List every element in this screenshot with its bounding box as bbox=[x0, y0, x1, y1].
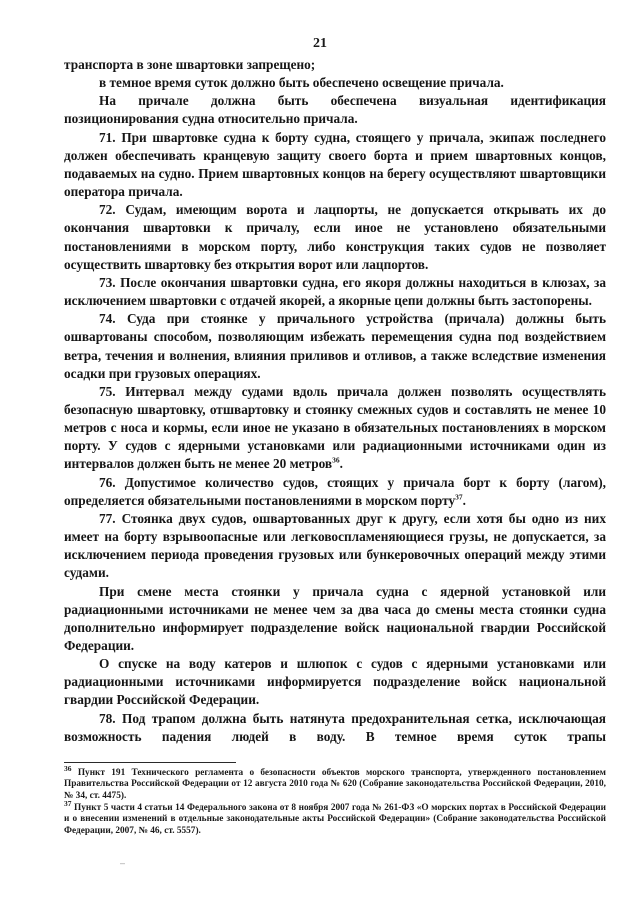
paragraph-text: 75. Интервал между судами вдоль причала должен позволять осуществлять безопасную швартовку, отшвартовку и стоянку смежных судов и составлять не менее 10 метров с носа и кормы, если иное не указано в обязательных постановлениях в морском порту. У судов с ядерными установками или радиационными источниками один из интервалов должен быть не менее 20 метров bbox=[64, 383, 606, 472]
paragraph-text: 73. После окончания швартовки судна, его якоря должны находиться в клюзах, за исключением швартовки с отдачей якорей, а якорные цепи должны быть застопорены. bbox=[64, 274, 606, 309]
paragraph bbox=[64, 583, 606, 656]
footnote-text: Пункт 5 части 4 статьи 14 Федерального закона от 8 ноября 2007 года № 261-ФЗ «О морских портах в Российской Федерации и о внесении изменений в отдельные законодательные акты Российской Федерации» (Собрание законодательства Российской Федерации, 2007, № 46, ст. 5557). bbox=[64, 802, 606, 836]
footnote-reference[interactable]: 36 bbox=[332, 456, 340, 466]
paragraph bbox=[64, 655, 606, 709]
paragraph bbox=[64, 74, 606, 92]
footnote-number: 36 bbox=[64, 763, 72, 773]
paragraph-text: 77. Стоянка двух судов, ошвартованных друг к другу, если хотя бы одно из них имеет на борту взрывоопасные или легковоспламеняющиеся грузы, не допускается, за исключением периода проведения грузовых или бункеровочных операций между этими судами. bbox=[64, 510, 606, 581]
paragraph-text: в темное время суток должно быть обеспечено освещение причала. bbox=[99, 75, 504, 91]
paragraph-text: 74. Суда при стоянке у причального устройства (причала) должны быть ошвартованы способом, позволяющим избежать перемещения судна под воздействием ветра, течения и волнения, влияния приливов и отливов, а также вследствие изменения осадки при грузовых операциях. bbox=[64, 311, 606, 381]
footnote-number: 37 bbox=[64, 798, 72, 808]
page-number: 21 bbox=[313, 36, 327, 51]
footnote bbox=[64, 798, 606, 837]
paragraph-text: О спуске на воду катеров и шлюпок с судов с ядерными установками или радиационными источниками информируется подразделение войск национальной гвардии Российской Федерации. bbox=[64, 656, 606, 708]
paragraph-text: 76. Допустимое количество судов, стоящих у причала борт к борту (лагом), определяется обязательными постановлениями в морском порту bbox=[64, 474, 606, 508]
paragraph-text: На причале должна быть обеспечена визуальная идентификация позиционирования судна относительно причала. bbox=[64, 93, 606, 127]
paragraph bbox=[64, 310, 606, 383]
body-text bbox=[64, 56, 606, 746]
paragraph-text: При смене места стоянки у причала судна с ядерной установкой или радиационными источниками не менее чем за два часа до смены места стоянки судна дополнительно информирует подразделение войск национальной гвардии Российской Федерации. bbox=[64, 583, 606, 653]
footnote-separator bbox=[64, 762, 236, 763]
paragraph bbox=[64, 56, 606, 74]
paragraph bbox=[64, 201, 606, 274]
paragraph: 76. Допустимое количество судов, стоящих у причала борт к борту (лагом), определяется обязательными постановлениями в морском порту$^{37}$. bbox=[64, 474, 606, 508]
footnote-reference[interactable]: 37 bbox=[455, 492, 463, 502]
paragraph: 75. Интервал между судами вдоль причала должен позволять осуществлять безопасную швартовку, отшвартовку и стоянку смежных судов и составлять не менее 10 метров с носа и кормы, если иное не указано в обязательных постановлениях в морском порту. У судов с ядерными установками или радиационными источниками один из интервалов должен быть не менее 20 метров$^{36}$. bbox=[64, 383, 606, 472]
paragraph-text: 72. Судам, имеющим ворота и лацпорты, не допускается открывать их до окончания швартовки к причалу, если иное не установлено обязательными постановлениями в морском порту, либо конструкция таких судов не позволяет осуществить швартовку без открытия ворот или лацпортов. bbox=[64, 202, 606, 272]
footnotes bbox=[64, 763, 607, 838]
paragraph bbox=[64, 274, 606, 310]
footnote-text: Пункт 191 Технического регламента о безопасности объектов морского транспорта, утвержденного постановлением Правительства Российской Федерации от 12 августа 2010 года № 620 (Собрание законодательства Российской Федерации, 2010, № 34, ст. 4475). bbox=[64, 768, 607, 801]
paragraph-text: 78. Под трапом должна быть натянута предохранительная сетка, исключающая возможность падения людей в воду. В темное время суток трапы bbox=[64, 710, 606, 744]
paragraph-text: 71. При швартовке судна к борту судна, стоящего у причала, экипаж последнего должен обеспечивать кранцевую защиту своего борта и прием швартовных концов, подаваемых на судно. Прием швартовных концов на берегу осуществляют швартовщики оператора причала. bbox=[64, 129, 606, 200]
footnote bbox=[64, 763, 607, 802]
paragraph bbox=[64, 710, 606, 746]
scan-mark: – bbox=[120, 858, 126, 868]
paragraph bbox=[64, 510, 606, 583]
paragraph-text: транспорта в зоне швартовки запрещено; bbox=[64, 57, 316, 72]
paragraph bbox=[64, 92, 606, 128]
paragraph bbox=[64, 129, 606, 202]
